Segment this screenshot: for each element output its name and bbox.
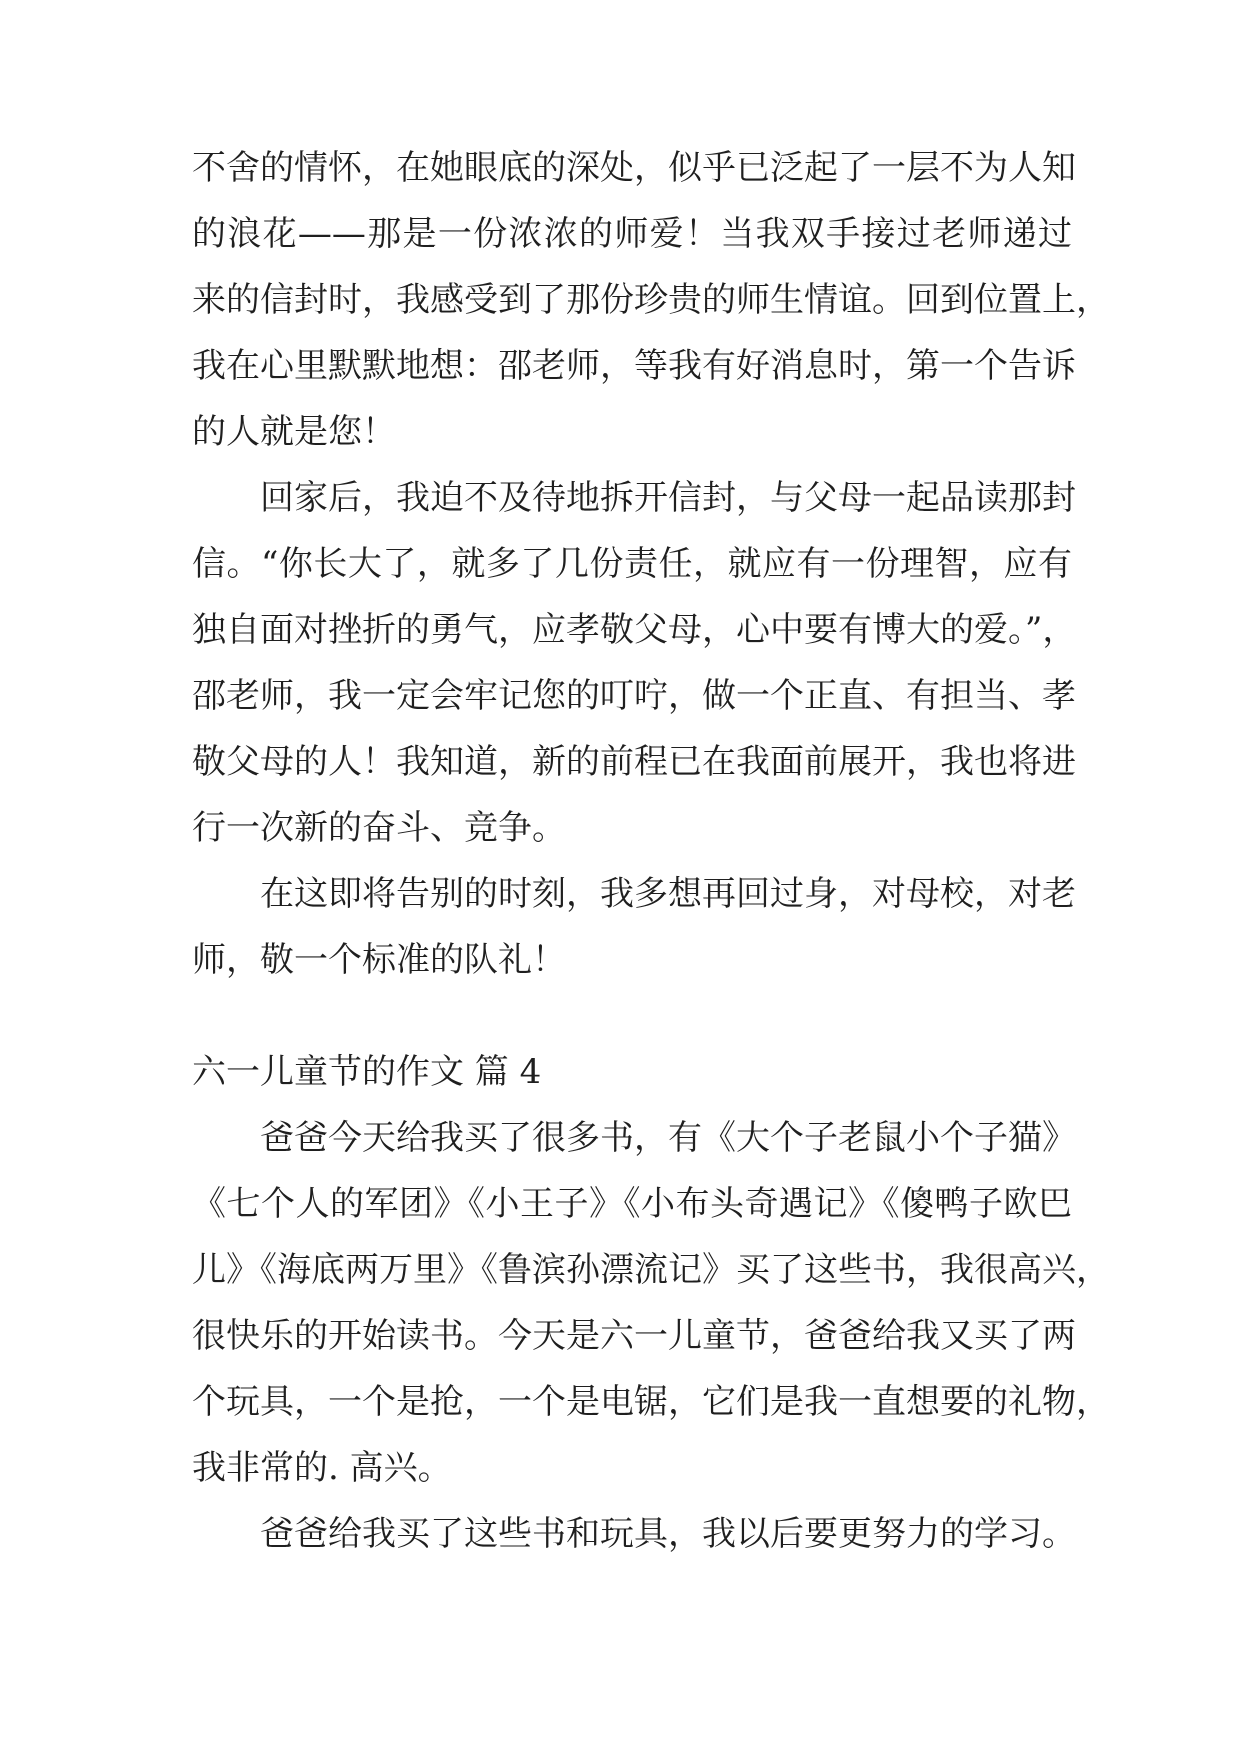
text-line: 师，敬一个标准的队礼！ [192,940,566,980]
text-line: 独自面对挫折的勇气，应孝敬父母，心中要有博大的爱。”， [192,610,1077,650]
text-line: 儿》《海底两万里》《鲁滨孙漂流记》买了这些书，我很高兴， [192,1250,1110,1290]
text-line: 的人就是您！ [192,412,396,452]
text-line: 的浪花——那是一份浓浓的师爱！当我双手接过老师递过 [192,214,1072,254]
paragraph-first-line: 爸爸今天给我买了很多书，有《大个子老鼠小个子猫》 [260,1118,1076,1158]
text-line: 不舍的情怀，在她眼底的深处，似乎已泛起了一层不为人知 [192,148,1076,188]
text-line: 信。“你长大了，就多了几份责任，就应有一份理智，应有 [192,544,1072,584]
text-line: 我在心里默默地想：邵老师，等我有好消息时，第一个告诉 [192,346,1076,386]
text-line: 很快乐的开始读书。今天是六一儿童节，爸爸给我又买了两 [192,1316,1076,1356]
text-line: 行一次新的奋斗、竞争。 [192,808,566,848]
text-line: 邵老师，我一定会牢记您的叮咛，做一个正直、有担当、孝 [192,676,1076,716]
paragraph-first-line: 回家后，我迫不及待地拆开信封，与父母一起品读那封 [260,478,1076,518]
text-line: 我非常的. 高兴。 [192,1448,452,1488]
paragraph-first-line: 爸爸给我买了这些书和玩具，我以后要更努力的学习。 [260,1514,1076,1554]
paragraph-first-line: 在这即将告别的时刻，我多想再回过身，对母校，对老 [260,874,1076,914]
section-heading: 六一儿童节的作文 篇 4 [192,1052,542,1092]
text-line: 敬父母的人！我知道，新的前程已在我面前展开，我也将进 [192,742,1076,782]
text-line: 个玩具，一个是抢，一个是电锯，它们是我一直想要的礼物， [192,1382,1110,1422]
text-line: 《七个人的军团》《小王子》《小布头奇遇记》《傻鸭子欧巴 [192,1184,1072,1224]
text-line: 来的信封时，我感受到了那份珍贵的师生情谊。回到位置上， [192,280,1110,320]
